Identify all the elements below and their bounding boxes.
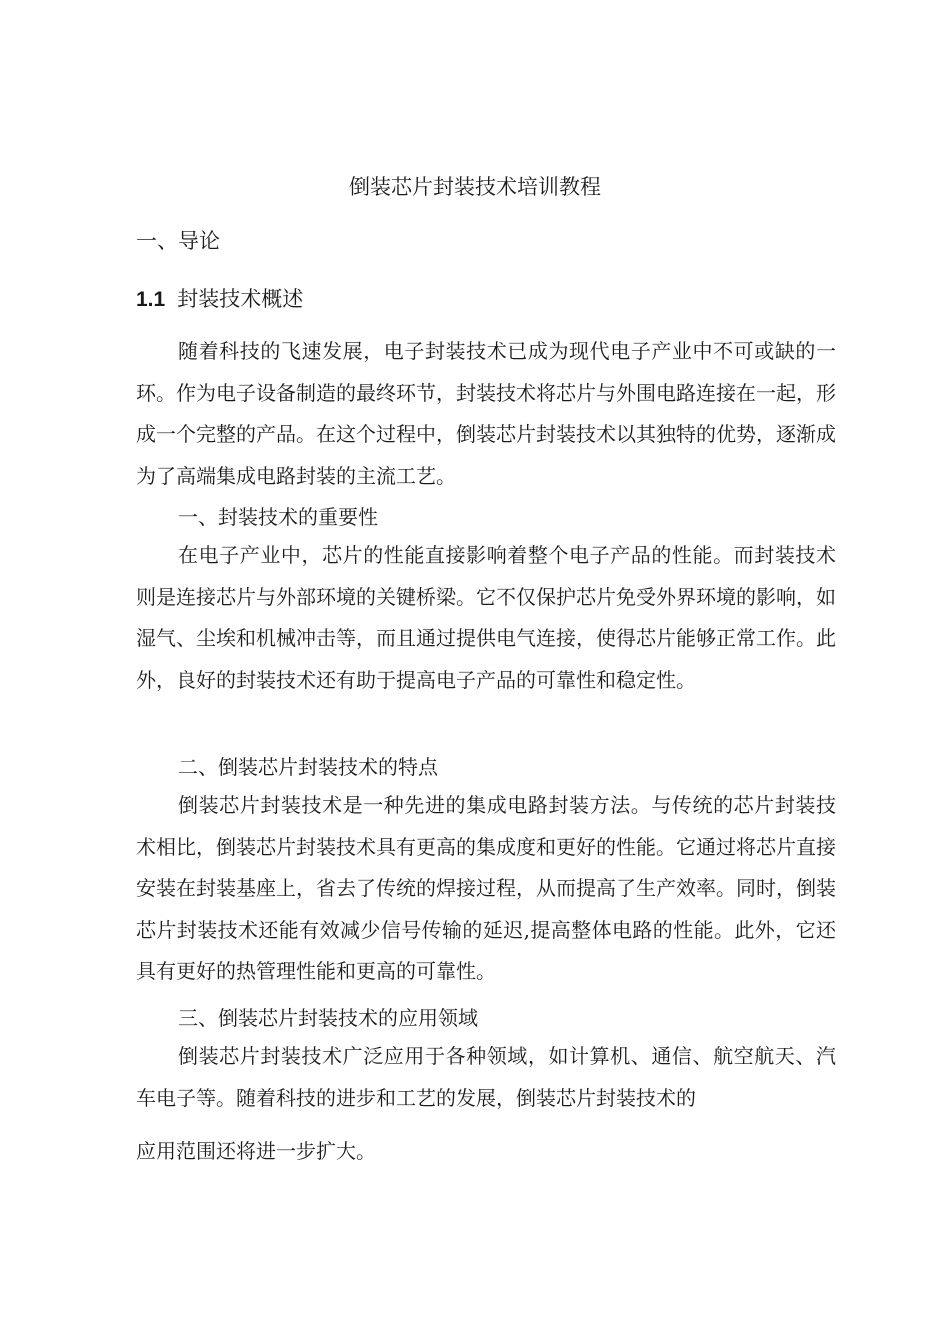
point-3-paragraph-tail: 应用范围还将进一步扩大。: [136, 1139, 376, 1163]
point-3-paragraph: 倒装芯片封装技术广泛应用于各种领域，如计算机、通信、航空航天、汽车电子等。随着科技的进步和工艺的发展，倒装芯片封装技术的: [136, 1044, 836, 1110]
subsection-number: 1.1: [136, 288, 166, 311]
intro-paragraph: 随着科技的飞速发展，电子封装技术已成为现代电子产业中不可或缺的一环。作为电子设备制造的最终环节，封装技术将芯片与外围电路连接在一起，形成一个完整的产品。在这个过程中，倒装芯片封装技术以其独特的优势，逐渐成为了高端集成电路封装的主流工艺。: [136, 339, 836, 488]
point-1-paragraph: 在电子产业中，芯片的性能直接影响着整个电子产品的性能。而封装技术则是连接芯片与外部环境的关键桥梁。它不仅保护芯片免受外界环境的影响，如湿气、尘埃和机械冲击等，而且通过提供电气连接，使得芯片能够正常工作。此外，良好的封装技术还有助于提高电子产品的可靠性和稳定性。: [136, 543, 836, 692]
point-1-heading: 一、封装技术的重要性: [178, 505, 378, 529]
point-2-paragraph: 倒装芯片封装技术是一种先进的集成电路封装方法。与传统的芯片封装技术相比，倒装芯片封装技术具有更高的集成度和更好的性能。它通过将芯片直接安装在封装基座上，省去了传统的焊接过程，从而提高了生产效率。同时，倒装芯片封装技术还能有效减少信号传输的延迟,提高整体电路的性能。此外，它还具有更好的热管理性能和更高的可靠性。: [136, 793, 836, 983]
section-heading: 一、导论: [136, 229, 220, 253]
subsection-label: 封装技术概述: [177, 287, 304, 311]
point-2-heading: 二、倒装芯片封装技术的特点: [178, 755, 438, 779]
subsection-heading: [136, 284, 303, 315]
document-title: 倒装芯片封装技术培训教程: [349, 175, 601, 199]
point-3-heading: 三、倒装芯片封装技术的应用领域: [178, 1006, 478, 1030]
